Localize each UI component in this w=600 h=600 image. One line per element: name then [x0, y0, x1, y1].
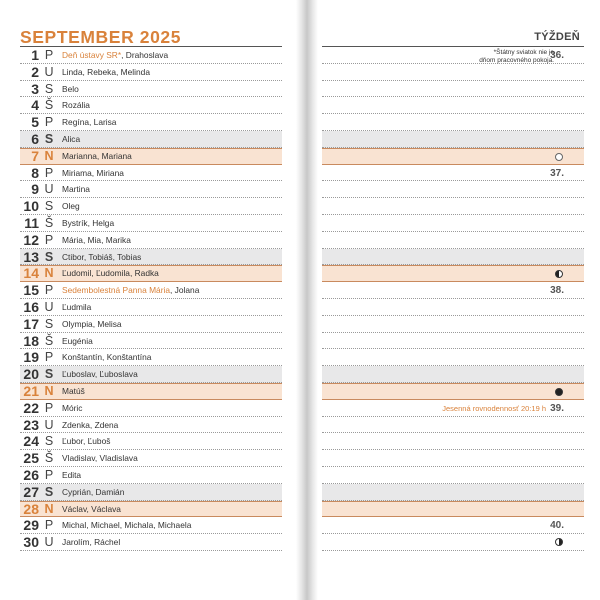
day-row-background: [20, 165, 282, 182]
day-row: [0, 349, 282, 366]
weekday-letter: P: [44, 283, 54, 298]
week-number: 36.: [550, 50, 564, 61]
note-row: [322, 181, 584, 198]
day-row: [0, 165, 282, 182]
day-row-background: [20, 232, 282, 249]
names-text: Miriama, Miriana: [62, 167, 124, 178]
day-row: [0, 181, 282, 198]
nameday-names: [62, 517, 191, 534]
names-text: Václav, Václava: [62, 503, 121, 514]
day-row-background: [20, 64, 282, 81]
weekday-letter: S: [44, 249, 54, 264]
day-row-background: [20, 383, 282, 400]
names-text: Ľuboslav, Ľuboslava: [62, 369, 138, 380]
day-row-background: [20, 316, 282, 333]
names-text: Jolana: [174, 285, 200, 296]
note-row: [322, 81, 584, 98]
day-number: 24: [23, 433, 39, 450]
nameday-names: [62, 249, 141, 266]
weekday-letter: S: [44, 367, 54, 382]
day-number: 16: [23, 299, 39, 315]
weekday-letter: U: [44, 182, 54, 197]
day-number: 25: [23, 450, 39, 467]
nameday-names: [62, 81, 79, 98]
day-row: [0, 299, 282, 316]
day-row: [0, 97, 282, 114]
names-text: Ctibor, Tobiáš, Tobias: [62, 251, 142, 262]
nameday-names: [62, 450, 138, 467]
weekday-letter: S: [44, 484, 54, 499]
header-rule: [322, 46, 584, 47]
day-row: [0, 114, 282, 131]
holiday-name: Sedembolestná Panna Mária: [62, 285, 171, 296]
weekday-letter: N: [44, 148, 54, 163]
left-page: [0, 0, 296, 600]
note-row: [322, 517, 584, 534]
names-text: Vladislav, Vladislava: [62, 453, 138, 464]
names-text: Drahoslava: [125, 50, 169, 60]
note-row: [322, 165, 584, 182]
day-row: [0, 198, 282, 215]
note-row: [322, 534, 584, 551]
day-number: 26: [23, 467, 39, 483]
day-number: 3: [31, 80, 39, 97]
nameday-names: [62, 215, 114, 232]
note-row: [322, 501, 584, 518]
week-number: 37.: [550, 167, 564, 179]
day-number: 1: [31, 47, 39, 63]
weekday-letter: Š: [44, 98, 54, 113]
week-number: 39.: [550, 402, 564, 414]
note-row: [322, 333, 584, 350]
note-row: [322, 215, 584, 232]
day-row: [0, 265, 282, 282]
nameday-names: [62, 366, 138, 383]
note-row: [322, 47, 584, 64]
day-number: 4: [31, 97, 39, 114]
note-row: [322, 316, 584, 333]
day-row: [0, 484, 282, 501]
day-row: [0, 534, 282, 551]
nameday-names: [62, 484, 124, 501]
note-row: [322, 282, 584, 299]
week-number: 38.: [550, 285, 564, 297]
note-row: [322, 366, 584, 383]
day-row-background: [20, 198, 282, 215]
day-row: [0, 282, 282, 299]
nameday-names: [62, 64, 150, 81]
weekday-letter: P: [44, 468, 54, 482]
day-row-background: [20, 249, 282, 266]
day-number: 27: [23, 483, 39, 500]
day-row: [0, 467, 282, 484]
names-text: Ľudomil, Ľudomila, Radka: [62, 268, 159, 279]
day-row: [0, 148, 282, 165]
nameday-names: Deň ústavy SR*, Drahoslava: [62, 50, 169, 60]
day-number: 18: [23, 332, 39, 349]
weekday-letter: U: [44, 300, 54, 314]
day-number: 8: [31, 164, 39, 181]
nameday-names: Sedembolestná Panna Mária, Jolana: [62, 285, 200, 296]
day-row-background: [20, 450, 282, 467]
nameday-names: [62, 232, 131, 249]
weekday-letter: P: [44, 350, 54, 365]
nameday-names: [62, 131, 80, 148]
month-title: SEPTEMBER 2025: [20, 27, 182, 47]
nameday-names: [62, 333, 93, 350]
day-row-background: [20, 501, 282, 518]
week-number: 40.: [550, 520, 564, 532]
names-text: Zdenka, Zdena: [62, 419, 119, 430]
note-row: [322, 265, 584, 282]
day-row-background: [20, 97, 282, 114]
note-row: [322, 198, 584, 215]
nameday-names: [62, 181, 90, 198]
day-number: 22: [23, 399, 39, 416]
note-row: [322, 114, 584, 131]
names-text: Rozália: [62, 100, 90, 111]
day-row: [0, 81, 282, 98]
names-text: Jarolím, Ráchel: [62, 537, 121, 548]
day-row: [0, 232, 282, 249]
nameday-names: [62, 467, 81, 484]
weekday-letter: S: [44, 132, 54, 146]
note-row: [322, 450, 584, 467]
day-row: [0, 366, 282, 383]
day-number: 23: [23, 416, 39, 433]
names-text: Linda, Rebeka, Melinda: [62, 66, 150, 77]
day-row: [0, 333, 282, 350]
day-number: 12: [23, 231, 39, 248]
weekday-letter: Š: [44, 216, 54, 230]
day-row: [0, 249, 282, 266]
nameday-names: [62, 534, 120, 551]
day-row: [0, 417, 282, 434]
weekday-letter: U: [44, 535, 54, 550]
note-row: [322, 484, 584, 501]
day-row: [0, 215, 282, 232]
day-row-background: [20, 215, 282, 232]
names-text: Michal, Michael, Michala, Michaela: [62, 520, 192, 531]
weekday-letter: U: [44, 417, 54, 432]
weekday-letter: N: [44, 384, 54, 398]
header-rule: [20, 46, 282, 47]
day-row-background: [20, 181, 282, 198]
day-row: [0, 517, 282, 534]
week-header: TÝŽDEŇ: [534, 31, 580, 43]
nameday-names: [62, 97, 90, 114]
names-text: Alica: [62, 134, 81, 144]
names-text: Eugénia: [62, 335, 93, 346]
weekday-letter: U: [44, 64, 54, 79]
note-row: [322, 467, 584, 484]
day-row: [0, 501, 282, 518]
day-row-background: [20, 534, 282, 551]
note-row: [322, 417, 584, 434]
last-quarter-moon-icon: [555, 270, 563, 278]
names-text: Bystrík, Helga: [62, 218, 115, 228]
day-row: [0, 316, 282, 333]
weekday-letter: Š: [44, 333, 54, 348]
nameday-names: [62, 383, 85, 400]
note-row: [322, 249, 584, 266]
note-row: [322, 400, 584, 417]
nameday-names: [62, 349, 151, 366]
holiday-note: *Štátny sviatok nie je dňom pracovného pokoja.: [479, 49, 554, 64]
holiday-name: Deň ústavy SR*: [62, 50, 122, 60]
weekday-letter: S: [44, 316, 54, 331]
note-row: [322, 97, 584, 114]
equinox-note: Jesenná rovnodennosť 20:19 h: [442, 403, 546, 413]
weekday-letter: P: [44, 48, 54, 62]
day-number: 11: [24, 215, 39, 231]
day-number: 6: [31, 131, 39, 147]
day-row: [0, 433, 282, 450]
note-row: [322, 383, 584, 400]
day-number: 9: [31, 181, 39, 198]
day-number: 14: [23, 265, 39, 282]
day-number: 5: [31, 114, 39, 131]
note-row: [322, 64, 584, 81]
weekday-letter: P: [44, 115, 54, 130]
day-row: [0, 383, 282, 400]
names-text: Matúš: [62, 386, 85, 396]
day-row-background: [20, 333, 282, 350]
names-text: Olympia, Melisa: [62, 318, 122, 329]
nameday-names: [62, 265, 159, 282]
names-text: Konštantín, Konštantína: [62, 352, 152, 363]
names-text: Martina: [62, 184, 90, 195]
names-text: Regína, Larisa: [62, 117, 117, 128]
day-number: 2: [31, 63, 39, 80]
day-row-background: [20, 148, 282, 165]
day-row-background: [20, 299, 282, 316]
names-text: Mária, Mia, Marika: [62, 234, 131, 245]
names-text: Oleg: [62, 201, 80, 212]
nameday-names: [62, 316, 122, 333]
names-text: Edita: [62, 470, 82, 480]
nameday-names: [62, 433, 110, 450]
new-moon-icon: [555, 388, 563, 396]
weekday-letter: P: [44, 165, 54, 180]
nameday-names: [62, 501, 121, 518]
day-row-background: [20, 433, 282, 450]
names-text: Belo: [62, 83, 79, 94]
note-row: [322, 433, 584, 450]
nameday-names: [62, 299, 91, 316]
day-row-background: [20, 81, 282, 98]
day-row-background: [20, 467, 282, 484]
page-gutter: [296, 0, 318, 600]
day-row-background: [20, 131, 282, 148]
day-number: 29: [23, 517, 39, 534]
day-number: 30: [23, 534, 39, 551]
nameday-names: [62, 417, 118, 434]
day-number: 13: [23, 248, 39, 265]
day-row: [0, 64, 282, 81]
note-row: [322, 349, 584, 366]
full-moon-icon: [555, 153, 563, 161]
weekday-letter: N: [44, 266, 54, 281]
nameday-names: [62, 148, 132, 165]
weekday-letter: S: [44, 199, 54, 214]
day-row: [0, 450, 282, 467]
note-row: [322, 232, 584, 249]
weekday-letter: S: [44, 434, 54, 449]
day-row-background: [20, 417, 282, 434]
day-number: 7: [31, 147, 39, 164]
names-text: Marianna, Mariana: [62, 150, 132, 161]
nameday-names: [62, 114, 116, 131]
first-quarter-moon-icon: [555, 538, 563, 546]
day-number: 15: [23, 282, 39, 299]
note-row: [322, 299, 584, 316]
day-number: 17: [23, 315, 39, 332]
names-text: Ľudmila: [62, 302, 92, 312]
weekday-letter: P: [44, 518, 54, 533]
day-row: [0, 400, 282, 417]
day-row-background: [20, 114, 282, 131]
day-row-background: [20, 366, 282, 383]
note-row: [322, 131, 584, 148]
day-number: 19: [23, 349, 39, 366]
weekday-letter: Š: [44, 451, 54, 466]
weekday-letter: S: [44, 81, 54, 96]
day-number: 10: [23, 198, 39, 215]
nameday-names: [62, 165, 124, 182]
day-number: 21: [23, 383, 39, 399]
day-row-background: [20, 400, 282, 417]
day-row: [0, 131, 282, 148]
names-text: Móric: [62, 402, 83, 413]
day-row-background: [20, 484, 282, 501]
weekday-letter: N: [44, 501, 54, 516]
day-number: 28: [23, 500, 39, 517]
names-text: Cyprián, Damián: [62, 486, 125, 497]
right-page: [318, 0, 600, 600]
nameday-names: [62, 400, 82, 417]
day-number: 20: [23, 366, 39, 383]
names-text: Ľubor, Ľuboš: [62, 436, 111, 447]
note-row: [322, 148, 584, 165]
weekday-letter: P: [44, 400, 54, 415]
day-row: [0, 47, 282, 64]
weekday-letter: P: [44, 232, 54, 247]
nameday-names: [62, 198, 80, 215]
